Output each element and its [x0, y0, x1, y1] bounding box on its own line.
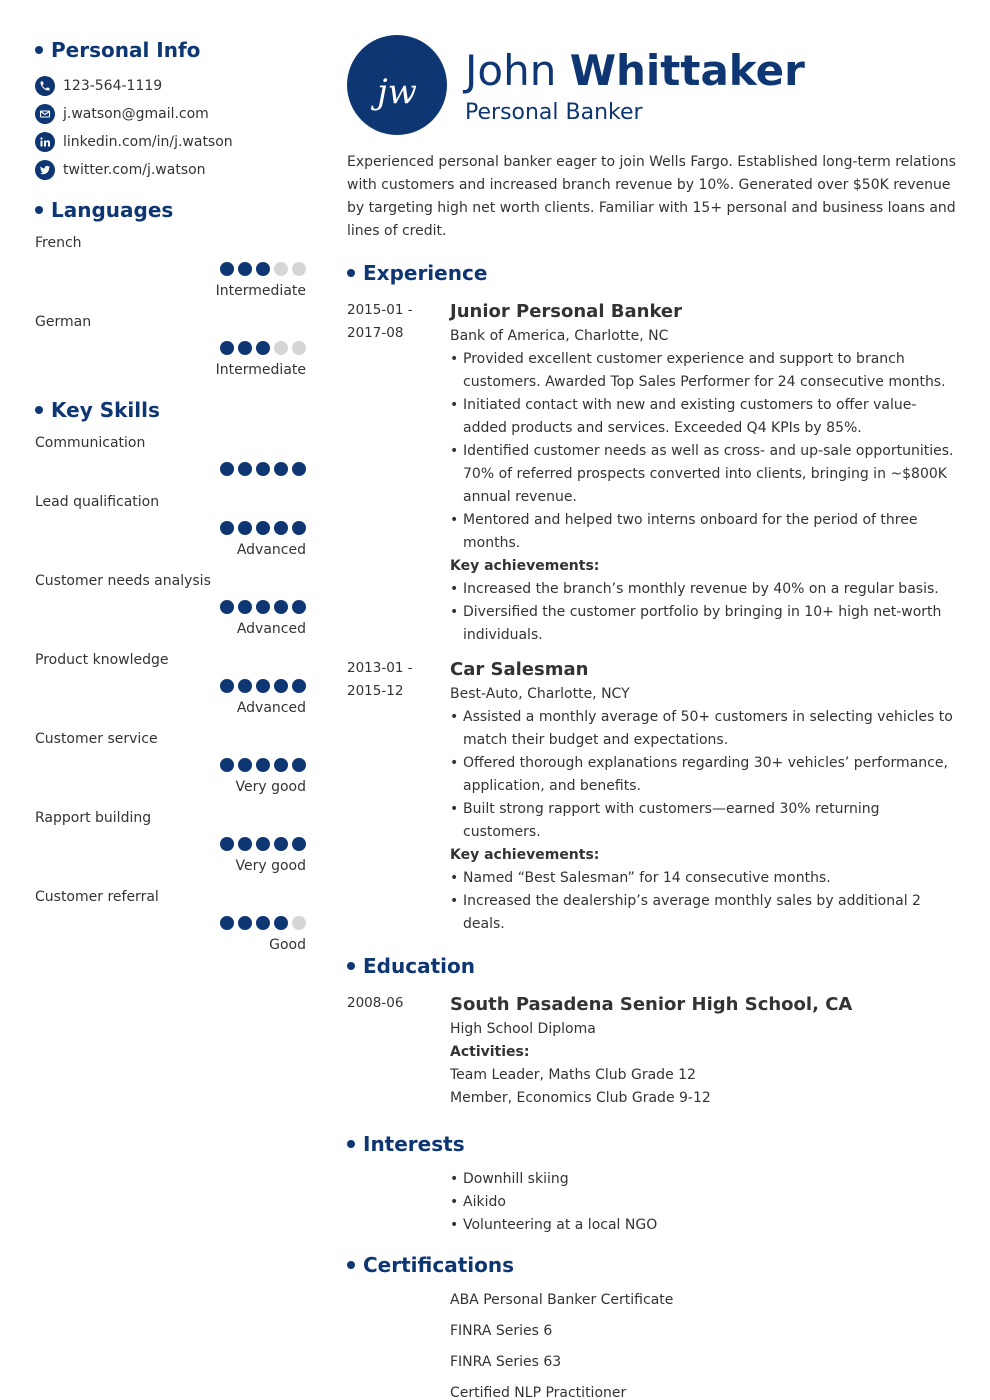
rating-dot-filled: [256, 341, 270, 355]
entry-bullets: [450, 706, 959, 844]
twitter-row: [35, 156, 306, 184]
skill-item: [35, 731, 306, 810]
language-item: [35, 314, 306, 393]
list-item: ABA Personal Banker Certificate: [450, 1292, 674, 1308]
skill-item: [35, 889, 306, 968]
candidate-name: John Whittaker: [465, 45, 805, 95]
rating-dot-filled: [238, 916, 252, 930]
rating-dot-empty: [274, 341, 288, 355]
rating-dot-empty: [292, 916, 306, 930]
email-link[interactable]: j.watson@gmail.com: [63, 106, 209, 122]
skill-rating: [220, 600, 306, 614]
rating-dot-filled: [256, 262, 270, 276]
education-entry: [347, 992, 959, 1110]
rating-dot-empty: [292, 262, 306, 276]
heading-bullet-icon: [347, 1140, 355, 1148]
heading-bullet-icon: [35, 406, 43, 414]
degree: High School Diploma: [450, 1021, 596, 1037]
skill-name: Product knowledge: [35, 652, 169, 668]
linkedin-link[interactable]: linkedin.com/in/j.watson: [63, 134, 233, 150]
skill-level: Advanced: [236, 621, 306, 637]
skill-level: Good: [269, 937, 306, 953]
rating-dot-filled: [238, 262, 252, 276]
language-rating: [220, 262, 306, 276]
rating-dot-filled: [238, 521, 252, 535]
experience-section: [347, 261, 959, 936]
rating-dot-filled: [238, 758, 252, 772]
heading-bullet-icon: [35, 206, 43, 214]
skill-item: [35, 435, 306, 494]
sidebar: [35, 38, 306, 968]
list-item: FINRA Series 63: [450, 1354, 562, 1370]
rating-dot-filled: [274, 600, 288, 614]
rating-dot-filled: [238, 600, 252, 614]
rating-dot-filled: [220, 262, 234, 276]
certifications-section: [347, 1253, 959, 1400]
rating-dot-filled: [274, 521, 288, 535]
list-item: • Aikido: [450, 1191, 959, 1214]
entry-date: 2015-01 - 2017-08: [347, 302, 413, 341]
achievements-label: Key achievements:: [450, 847, 600, 863]
entry-bullets: [450, 348, 959, 555]
entry-body: [450, 299, 959, 647]
entry-title: Car Salesman: [450, 659, 589, 680]
rating-dot-filled: [274, 916, 288, 930]
twitter-icon: [35, 160, 55, 180]
main-content: [347, 35, 959, 1400]
activity-item: Member, Economics Club Grade 9-12: [450, 1090, 711, 1106]
rating-dot-empty: [292, 341, 306, 355]
certifications-list: [450, 1285, 959, 1400]
summary: Experienced personal banker eager to join Wells Fargo. Established long-term relations with customers and increased branch revenue by 10%. Generated over $50K revenue by targeting high net worth clients. Familiar with 15+ personal and business loans and lines of credit.: [347, 154, 956, 239]
rating-dot-filled: [238, 679, 252, 693]
personal-info-list: [35, 72, 306, 184]
skill-level: Very good: [235, 779, 306, 795]
rating-dot-filled: [220, 916, 234, 930]
skill-rating: [220, 916, 306, 930]
entry-body: [450, 992, 959, 1110]
linkedin-row: [35, 128, 306, 156]
skill-name: Customer needs analysis: [35, 573, 211, 589]
personal-info-heading: Personal Info: [35, 38, 306, 62]
list-item: • Increased the branch’s monthly revenue by 40% on a regular basis.: [450, 578, 959, 601]
list-item: • Increased the dealership’s average monthly sales by additional 2 deals.: [450, 890, 959, 936]
rating-dot-filled: [238, 837, 252, 851]
email-icon: [35, 104, 55, 124]
phone-text[interactable]: 123-564-1119: [63, 78, 163, 94]
twitter-link[interactable]: twitter.com/j.watson: [63, 162, 206, 178]
language-name: German: [35, 314, 92, 330]
job-title: Personal Banker: [465, 99, 643, 125]
rating-dot-filled: [220, 341, 234, 355]
rating-dot-empty: [274, 262, 288, 276]
education-heading: Education: [347, 954, 959, 978]
list-item: • Offered thorough explanations regarding 30+ vehicles’ performance, application, and benefits.: [450, 752, 959, 798]
rating-dot-filled: [274, 758, 288, 772]
monogram-avatar: jw: [347, 35, 447, 135]
entry-body: [450, 657, 959, 936]
skill-level: Advanced: [236, 542, 306, 558]
list-item: • Diversified the customer portfolio by bringing in 10+ high net-worth individuals.: [450, 601, 959, 647]
heading-bullet-icon: [347, 962, 355, 970]
linkedin-icon: [35, 132, 55, 152]
rating-dot-filled: [220, 758, 234, 772]
rating-dot-filled: [256, 600, 270, 614]
rating-dot-filled: [274, 837, 288, 851]
list-item: FINRA Series 6: [450, 1323, 553, 1339]
rating-dot-filled: [256, 758, 270, 772]
rating-dot-filled: [274, 679, 288, 693]
experience-heading: Experience: [347, 261, 959, 285]
email-row: [35, 100, 306, 128]
phone-icon: [35, 76, 55, 96]
skill-rating: [220, 521, 306, 535]
language-level: Intermediate: [215, 283, 306, 299]
rating-dot-filled: [292, 600, 306, 614]
list-item: • Volunteering at a local NGO: [450, 1214, 959, 1237]
rating-dot-filled: [238, 341, 252, 355]
list-item: • Identified customer needs as well as cross- and up-sale opportunities. 70% of referred prospects converted into clients, bringing in ~$800K annual revenue.: [450, 440, 959, 509]
achievements-list: [450, 867, 959, 936]
rating-dot-filled: [220, 521, 234, 535]
experience-entry: [347, 299, 959, 647]
language-rating: [220, 341, 306, 355]
skill-item: [35, 573, 306, 652]
entry-title: Junior Personal Banker: [450, 301, 683, 322]
activity-item: Team Leader, Maths Club Grade 12: [450, 1067, 696, 1083]
rating-dot-filled: [220, 679, 234, 693]
experience-entry: [347, 657, 959, 936]
language-name: French: [35, 235, 82, 251]
rating-dot-filled: [256, 521, 270, 535]
rating-dot-filled: [220, 837, 234, 851]
skill-name: Communication: [35, 435, 146, 451]
list-item: • Initiated contact with new and existing customers to offer value-added products and services. Exceeded Q4 KPIs by 85%.: [450, 394, 959, 440]
skill-name: Customer service: [35, 731, 158, 747]
rating-dot-filled: [292, 837, 306, 851]
rating-dot-filled: [238, 462, 252, 476]
heading-bullet-icon: [35, 46, 43, 54]
list-item: • Mentored and helped two interns onboard for the period of three months.: [450, 509, 959, 555]
rating-dot-filled: [274, 462, 288, 476]
languages-heading: Languages: [35, 198, 306, 222]
achievements-list: [450, 578, 959, 647]
list-item: • Downhill skiing: [450, 1168, 959, 1191]
rating-dot-filled: [292, 521, 306, 535]
skills-list: [35, 435, 306, 968]
skill-item: [35, 494, 306, 573]
entry-org: Best-Auto, Charlotte, NCY: [450, 686, 630, 702]
skill-rating: [220, 758, 306, 772]
school-name: South Pasadena Senior High School, CA: [450, 994, 853, 1015]
list-item: • Built strong rapport with customers—earned 30% returning customers.: [450, 798, 959, 844]
resume-header: [347, 35, 959, 135]
education-section: [347, 954, 959, 1110]
entry-date: 2008-06: [347, 995, 404, 1011]
skill-level: Very good: [235, 858, 306, 874]
list-item: Certified NLP Practitioner: [450, 1385, 627, 1400]
certifications-heading: Certifications: [347, 1253, 959, 1277]
activities-label: Activities:: [450, 1044, 530, 1060]
language-level: Intermediate: [215, 362, 306, 378]
rating-dot-filled: [292, 462, 306, 476]
entry-date: 2013-01 - 2015-12: [347, 660, 413, 699]
skill-rating: [220, 462, 306, 476]
list-item: • Provided excellent customer experience and support to branch customers. Awarded Top Sales Performer for 24 consecutive months.: [450, 348, 959, 394]
language-item: [35, 235, 306, 314]
rating-dot-filled: [292, 679, 306, 693]
skill-item: [35, 810, 306, 889]
skill-name: Customer referral: [35, 889, 159, 905]
heading-bullet-icon: [347, 1261, 355, 1269]
languages-list: [35, 235, 306, 393]
rating-dot-filled: [220, 462, 234, 476]
skill-name: Rapport building: [35, 810, 152, 826]
rating-dot-filled: [220, 600, 234, 614]
skill-rating: [220, 679, 306, 693]
name-block: [465, 46, 805, 125]
interests-list: [450, 1168, 959, 1237]
rating-dot-filled: [292, 758, 306, 772]
interests-section: [347, 1132, 959, 1237]
list-item: • Named “Best Salesman” for 14 consecutive months.: [450, 867, 959, 890]
entry-org: Bank of America, Charlotte, NC: [450, 328, 669, 344]
rating-dot-filled: [256, 916, 270, 930]
list-item: • Assisted a monthly average of 50+ customers in selecting vehicles to match their budget and expectations.: [450, 706, 959, 752]
skill-item: [35, 652, 306, 731]
heading-bullet-icon: [347, 269, 355, 277]
phone-row: [35, 72, 306, 100]
rating-dot-filled: [256, 679, 270, 693]
skill-level: Advanced: [236, 700, 306, 716]
skill-rating: [220, 837, 306, 851]
rating-dot-filled: [256, 837, 270, 851]
key-skills-heading: Key Skills: [35, 398, 306, 422]
skill-name: Lead qualification: [35, 494, 160, 510]
interests-heading: Interests: [347, 1132, 959, 1156]
achievements-label: Key achievements:: [450, 558, 600, 574]
rating-dot-filled: [256, 462, 270, 476]
